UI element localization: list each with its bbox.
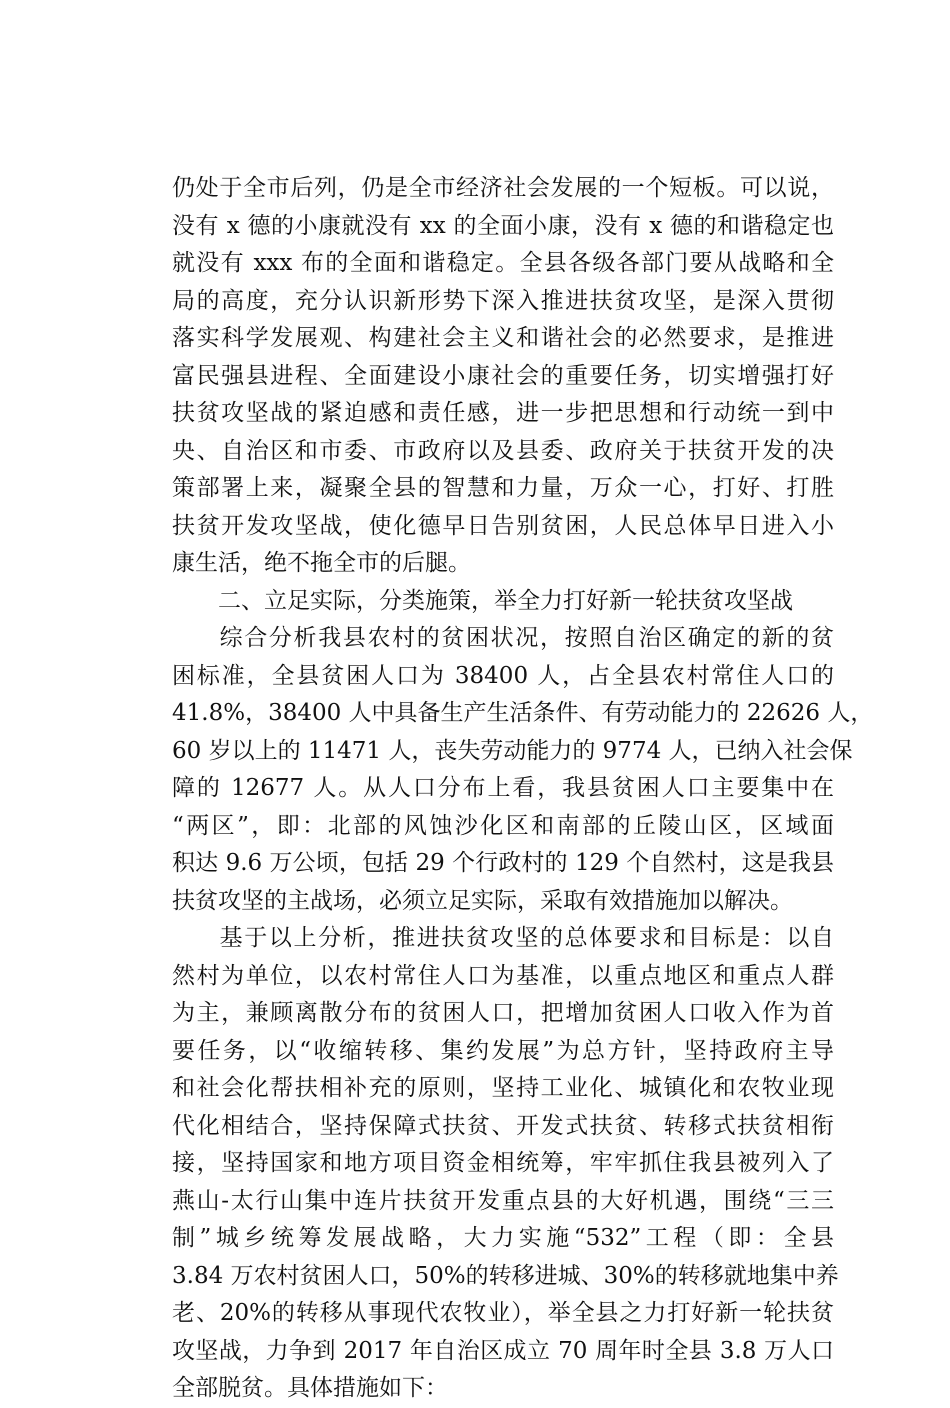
text-line: 障的 12677 人。从人口分布上看，我县贫困人口主要集中在 [172,775,834,801]
text-line: 为主，兼顾离散分布的贫困人口，把增加贫困人口收入作为首 [172,1000,834,1026]
text-line: 制”城乡统筹发展战略，大力实施“532”工程（即：全县 [172,1225,834,1251]
text-line: 41.8%，38400 人中具备生产生活条件、有劳动能力的 22626 人， [172,700,874,726]
text-line: 燕山-太行山集中连片扶贫开发重点县的大好机遇，围绕“三三 [172,1187,834,1214]
text-line: 综合分析我县农村的贫困状况，按照自治区确定的新的贫 [195,625,834,651]
paragraph-4 [172,920,839,1408]
text-line: “两区”，即：北部的风蚀沙化区和南部的丘陵山区，区域面 [172,812,834,839]
text-line: 攻坚战，力争到 2017 年自治区成立 70 周年时全县 3.8 万人口 [172,1337,834,1364]
text-line: 基于以上分析，推进扶贫攻坚的总体要求和目标是：以自 [195,925,834,951]
document-body [172,170,874,1408]
text-line: 3.84 万农村贫困人口，50%的转移进城、30%的转移就地集中养 [172,1262,839,1289]
text-line: 代化相结合，坚持保障式扶贫、开发式扶贫、转移式扶贫相衔 [172,1112,834,1139]
text-line: 60 岁以上的 11471 人，丧失劳动能力的 9774 人，已纳入社会保 [172,737,853,764]
text-line: 扶贫攻坚战的紧迫感和责任感，进一步把思想和行动统一到中 [172,400,834,426]
paragraph-3 [172,620,874,920]
text-line: 老、20%的转移从事现代农牧业），举全县之力打好新一轮扶贫 [172,1300,834,1326]
text-line: 扶贫攻坚的主战场，必须立足实际，采取有效措施加以解决。 [172,887,793,914]
paragraph-1 [172,170,834,583]
section-heading [172,583,834,621]
text-line: 然村为单位，以农村常住人口为基准，以重点地区和重点人群 [172,962,834,989]
text-line: 富民强县进程、全面建设小康社会的重要任务，切实增强打好 [172,362,834,389]
text-line: 就没有 xxx 布的全面和谐稳定。全县各级各部门要从战略和全 [172,250,834,276]
text-line: 没有 x 德的小康就没有 xx 的全面小康，没有 x 德的和谐稳定也 [172,212,834,239]
text-line: 落实科学发展观、构建社会主义和谐社会的必然要求，是推进 [172,325,834,351]
text-line: 和社会化帮扶相补充的原则，坚持工业化、城镇化和农牧业现 [172,1075,834,1101]
text-line: 策部署上来，凝聚全县的智慧和力量，万众一心，打好、打胜 [172,475,834,501]
text-line: 扶贫开发攻坚战，使化德早日告别贫困，人民总体早日进入小 [172,512,834,539]
text-line: 困标准，全县贫困人口为 38400 人，占全县农村常住人口的 [172,662,834,689]
text-line: 局的高度，充分认识新形势下深入推进扶贫攻坚，是深入贯彻 [172,287,834,314]
text-line: 仍处于全市后列，仍是全市经济社会发展的一个短板。可以说， [172,175,834,201]
text-line: 要任务，以“收缩转移、集约发展”为总方针，坚持政府主导 [172,1037,834,1064]
text-line: 康生活，绝不拖全市的后腿。 [172,550,471,576]
text-line: 接，坚持国家和地方项目资金相统筹，牢牢抓住我县被列入了 [172,1150,834,1176]
heading-line: 二、立足实际，分类施策，举全力打好新一轮扶贫攻坚战 [195,587,793,614]
text-line: 积达 9.6 万公顷，包括 29 个行政村的 129 个自然村，这是我县 [172,850,834,876]
text-line: 央、自治区和市委、市政府以及县委、政府关于扶贫开发的决 [172,437,834,464]
text-line: 全部脱贫。具体措施如下： [172,1375,448,1401]
